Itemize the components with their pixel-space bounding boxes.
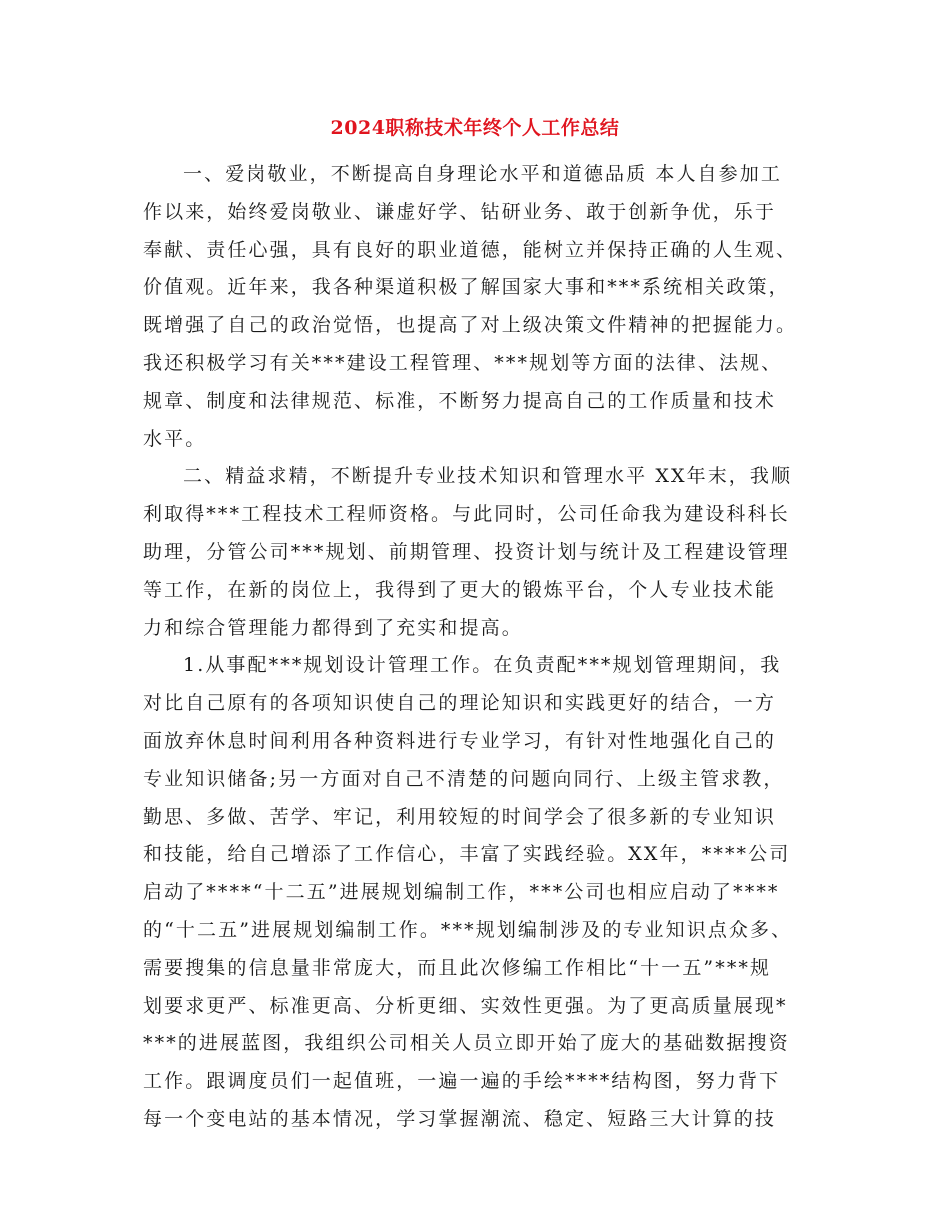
body-line: 我还积极学习有关***建设工程管理、***规划等方面的法律、法规、 (143, 351, 783, 374)
body-line: 工作。跟调度员们一起值班，一遍一遍的手绘****结构图，努力背下 (143, 1070, 781, 1093)
document-body (143, 156, 813, 1139)
body-line: 二、精益求精，不断提升专业技术知识和管理水平 XX年末，我顺 (183, 465, 793, 488)
body-line: 划要求更严、标准更高、分析更细、实效性更强。为了更高质量展现* (143, 994, 788, 1017)
body-line: 和技能，给自己增添了工作信心，丰富了实践经验。XX年，****公司 (143, 843, 791, 866)
body-line: 规章、制度和法律规范、标准，不断努力提高自己的工作质量和技术 (143, 389, 777, 412)
body-line: 专业知识储备;另一方面对自己不清楚的问题向同行、上级主管求教， (143, 767, 785, 790)
body-line: 等工作，在新的岗位上，我得到了更大的锻炼平台，个人专业技术能 (143, 578, 777, 601)
body-line: 1.从事配***规划设计管理工作。在负责配***规划管理期间，我 (183, 654, 782, 677)
body-line: 价值观。近年来，我各种渠道积极了解国家大事和***系统相关政策， (143, 276, 790, 299)
document-title: 2024职称技术年终个人工作总结 (330, 117, 620, 139)
body-line: 助理，分管公司***规划、前期管理、投资计划与统计及工程建设管理 (143, 540, 790, 563)
body-line: 既增强了自己的政治觉悟，也提高了对上级决策文件精神的把握能力。 (143, 314, 798, 337)
body-line: 一、爱岗敬业，不断提高自身理论水平和道德品质 本人自参加工 (183, 163, 782, 185)
body-line: 需要搜集的信息量非常庞大，而且此次修编工作相比“十一五”***规 (143, 956, 772, 979)
body-line: 的“十二五”进展规划编制工作。***规划编制涉及的专业知识点众多、 (143, 918, 793, 941)
body-line: 力和综合管理能力都得到了充实和提高。 (143, 616, 523, 639)
body-line: 对比自己原有的各项知识使自己的理论知识和实践更好的结合，一方 (143, 692, 777, 715)
body-line: 奉献、责任心强，具有良好的职业道德，能树立并保持正确的人生观、 (143, 238, 798, 261)
body-line: ***的进展蓝图，我组织公司相关人员立即开始了庞大的基础数据搜资 (143, 1032, 790, 1055)
body-line: 每一个变电站的基本情况，学习掌握潮流、稳定、短路三大计算的技 (143, 1107, 777, 1130)
body-line: 利取得***工程技术工程师资格。与此同时，公司任命我为建设科科长 (143, 503, 790, 526)
body-line: 作以来，始终爱岗敬业、谦虚好学、钻研业务、敢于创新争优，乐于 (143, 200, 777, 223)
body-line: 面放弃休息时间利用各种资料进行专业学习，有针对性地强化自己的 (143, 729, 777, 752)
body-line: 水平。 (143, 427, 207, 450)
body-line: 启动了****“十二五”进展规划编制工作，***公司也相应启动了**** (143, 881, 780, 904)
body-line: 勤思、多做、苦学、牢记，利用较短的时间学会了很多新的专业知识 (143, 805, 777, 828)
